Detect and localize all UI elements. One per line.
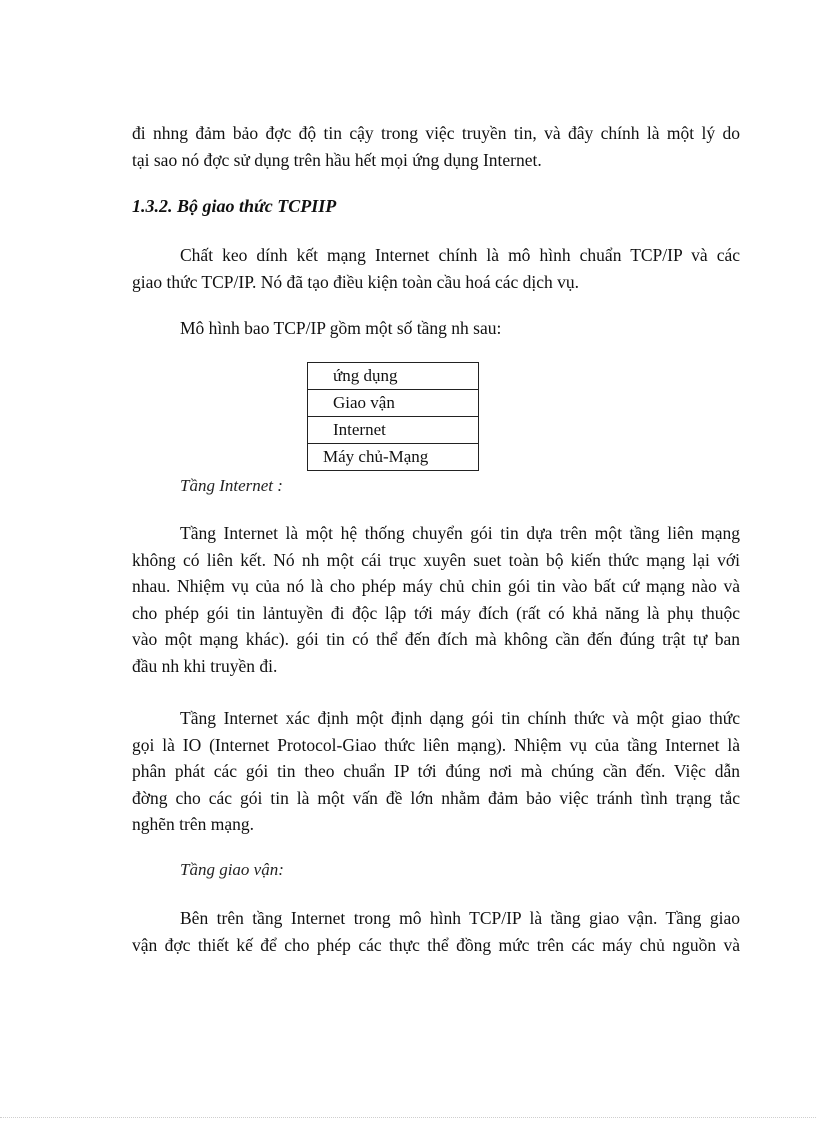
- text-line: không có liên kết. Nó nh một cái trục xuyên suet toàn bộ kiến thức mạng lại với: [132, 549, 740, 570]
- paragraph-model-layers: [132, 315, 740, 342]
- text-line: Tầng Internet xác định một định dạng gói tin chính thức và một giao thức: [180, 708, 740, 728]
- paragraph-internet-format: [132, 705, 740, 838]
- paragraph-transport-layer: [132, 905, 740, 958]
- layers-table: [307, 362, 479, 471]
- text-line: Chất keo dính kết mạng Internet chính là mô hình chuẩn TCP/IP và các: [180, 245, 740, 265]
- text-line: Tầng Internet là một hệ thống chuyển gói tin dựa trên một tầng liên mạng: [180, 523, 740, 543]
- text-line: vận đợc thiết kế để cho phép các thực thể đồng mức trên các máy chủ nguồn và: [132, 934, 740, 955]
- text-line: cho phép gói tin lảntuyền đi độc lập tới máy đích (rất có khả năng là phụ thuộc: [132, 602, 740, 623]
- text-line: nhau. Nhiệm vụ của nó là cho phép máy chủ chin gói tin vào bất cứ mạng nào và: [132, 576, 740, 596]
- label-internet-layer: Tầng Internet :: [180, 476, 283, 495]
- text-line: đi nhng đảm bảo đợc độ tin cậy trong việc truyền tin, và đây chính là một lý do: [132, 123, 740, 143]
- text-line: Bên trên tầng Internet trong mô hình TCP/IP là tầng giao vận. Tầng giao: [180, 908, 740, 928]
- text-line: vào một mạng khác). gói tin có thể đến đích mà không cần đến đúng trật tự ban: [132, 629, 740, 649]
- page-bottom-border: [0, 1117, 816, 1118]
- text-line: đờng cho các gói tin là một vấn đề lớn nhằm đảm bảo việc tránh tình trạng tắc: [132, 787, 740, 808]
- layer-cell-internet: Internet: [308, 417, 479, 444]
- text-line: đầu nh khi truyền đi.: [132, 655, 278, 676]
- layer-cell-host-network: Máy chủ-Mạng: [308, 444, 479, 471]
- text-line: Mô hình bao TCP/IP gồm một số tầng nh sau:: [180, 318, 502, 338]
- layer-cell-transport: Giao vận: [308, 390, 479, 417]
- layer-cell-application: ứng dụng: [308, 363, 479, 390]
- text-line: gọi là IO (Internet Protocol-Giao thức liên mạng). Nhiệm vụ của tầng Internet là: [132, 734, 740, 755]
- text-line: phân phát các gói tin theo chuẩn IP tới đúng nơi mà chúng cần đến. Việc dẫn: [132, 761, 740, 781]
- text-line: giao thức TCP/IP. Nó đã tạo điều kiện toàn cầu hoá các dịch vụ.: [132, 271, 580, 292]
- section-heading: 1.3.2. Bộ giao thức TCPIIP: [132, 196, 337, 216]
- label-transport-layer: Tầng giao vận:: [180, 860, 284, 879]
- text-line: nghẽn trên mạng.: [132, 814, 254, 834]
- paragraph-intro: [132, 120, 740, 173]
- paragraph-internet-layer: [132, 520, 740, 679]
- paragraph-tcpip-intro: [132, 242, 740, 295]
- text-line: tại sao nó đợc sử dụng trên hầu hết mọi ứng dụng Internet.: [132, 149, 542, 170]
